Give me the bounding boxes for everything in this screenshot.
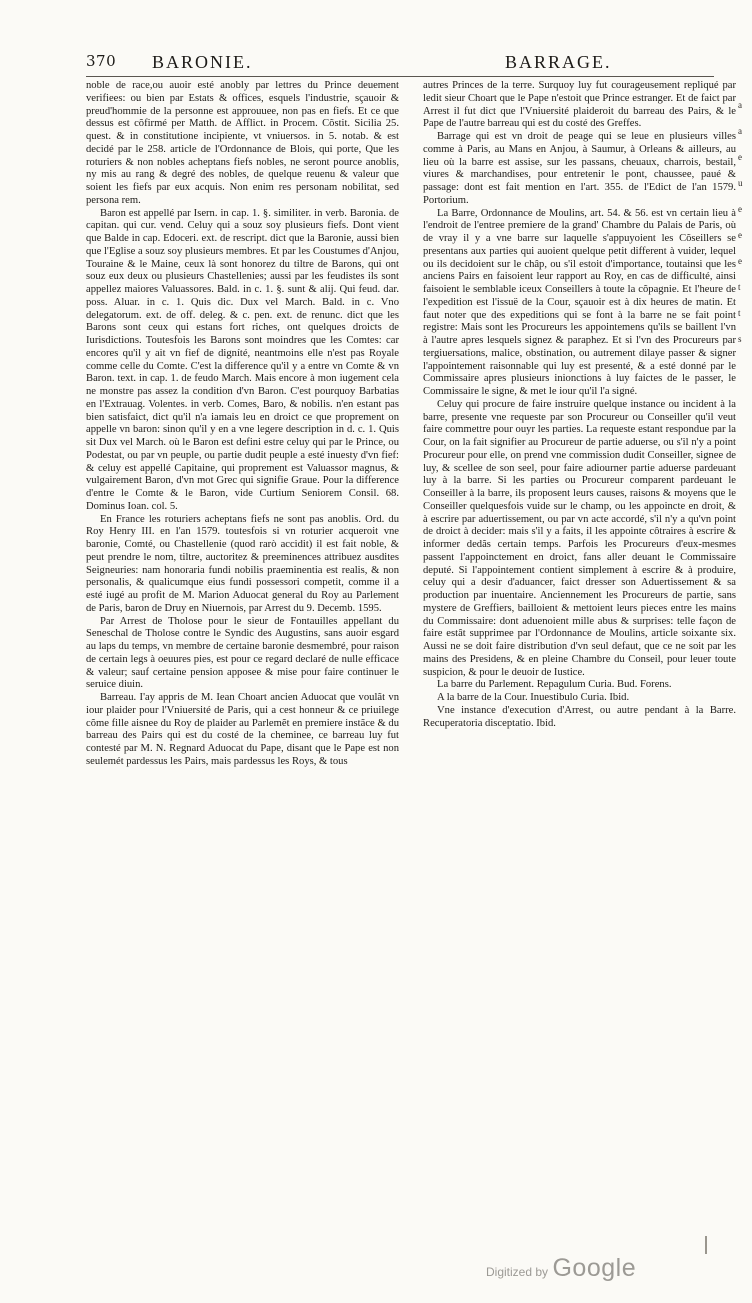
page-number: 370 [86, 52, 117, 70]
edge-mark: e [738, 230, 742, 240]
paragraph-baron: Baron est appellé par Isern. in cap. 1. §. similiter. in verb. Baronia. de capitan. qui cur. vend. Celuy qui a souz soy plusieurs fiefs. Dont vient que Balde in cap. Edoceri. ext. de rescript. dict que la Baronie, aussi bien que l'Eglise a souz soy plusieurs membres. Et par les Coustumes d'Anjou, Touraine & le Maine, ceux là sont honorez du tiltre de Barons, qui ont souz eux deux ou plusieurs Chastellenies; aussi par les feudistes ils sont appellez maiores Valuassores. Bald. in c. 1. §. sunt & alij. Qui feud. dar. poss. Aluar. in c. 1. Quis dic. Dux vel March. Bald. in c. Vno delegatorum. ext. de off. deleg. & c. pen. ext. de renunc. dict que les Barons sont ceux qui estans fort riches, ont quelques droicts de Iurisdictions. Toutesfois les Barons sont moindres que les Comtes: car encores qu'il y ait vn fief de digníté, neantmoins elle n'est pas Royale comme celle du Comte. C'est la difference qu'il y a entre vn Comte & vn Baron. text. in cap. 1. de feudo March. Mais encore à mon iugement cela ne monstre pas assez la condition d'vn Baron. C'est pourquoy Barbatias en l'Extrauag. Volentes. in verb. Comes, Baro, & nobilis. n'en estant pas bien satisfaict, dict qu'il n'a iamais leu en droict ce que proprement on appelle vn baron: sinon qu'il y en a vne legere description in d. c. 1. Quis sit Dux vel March. où le Baron est defini estre celuy qui par le Prince, ou Podestat, ou par vn peuple, ou partie dudit peuple a esté inuesty d'vn fief: & celuy est appellé Capitaine, qui proprement est Valuassor magnus, & vulgairement Baron, d'vn mot Grec qui signifie Graue. Pour la difference d'entre le Comte & le Baron, vide Curtium Seniorem Consil. 68. Dominus Ioan. col. 5. [86, 207, 399, 512]
paragraph-barre-cour: A la barre de la Cour. Inuestibulo Curia. Ibid. [437, 692, 630, 703]
paragraph-instance-execution: Vne instance d'execution d'Arrest, ou autre pendant à la Barre. Recuperatoria disceptatio. Ibid. [423, 704, 736, 729]
running-head-right: BARRAGE. [505, 52, 612, 72]
edge-mark: a [738, 126, 742, 136]
edge-mark: t [738, 282, 741, 292]
edge-mark: a [738, 100, 742, 110]
edge-mark: t [738, 308, 741, 318]
page-edge-marks [738, 92, 748, 352]
page-end-mark [705, 1236, 707, 1254]
paragraph-barre-parlement: La barre du Parlement. Repagulum Curia. Bud. Forens. [437, 679, 672, 691]
edge-mark: e [738, 256, 742, 266]
paragraph-barrage: Barrage qui est vn droit de peage qui se leue en plusieurs villes comme à Paris, au Mans en Anjou, à Saumur, à Orleans & ailleurs, au lieu où la barre est assise, sur les passans, cheuaux, charrois, bestail, viures & marchandises, pour entretenir le pont, chaussee, paué & passage: dont est fait mention en l'art. 355. de l'Edict de l'an 1579. Portorium. [423, 131, 736, 206]
edge-mark: e [738, 204, 742, 214]
edge-mark: s [738, 334, 742, 344]
paragraph-arrest-tholose: Par Arrest de Tholose pour le sieur de Fontauilles appellant du Seneschal de Tholose contre le Syndic des Augustins, sans auoir esgard au laps du temps, vn membre de certaine baronie desmembré, pour raison de certain legs à oeuures pies, est pour ce regard declaré de nulle efficace & valeur; sauf certaine pension apposee & mise pour faire continuer le seruice diuin. [86, 615, 399, 691]
right-column [423, 80, 736, 730]
header-rule [86, 76, 714, 77]
running-head-left: BARONIE. [152, 52, 253, 72]
paragraph-nobility: noble de race,ou auoir esté anobly par lettres du Prince deuement verifiees: ou bien par Estats & offices, esquels l'industrie, sçauoir & preud'hommie de la personne est approuuee, non pas en fiefs. Et ce que dessus est cõfirmé per Matth. de Afflict. in Procem. Cõstit. Sicilia 25. quest. & in constitutione incipiente, vt vniuersos. in 5. notab. & est decidé par le 258. article de l'Ordonnance de Blois, qui porte, Que les roturiers & non nobles acheptans fiefs nobles, ne seront pource anoblis, ny mis au rang & degré des nobles, de quelque reuenu & valeur que soient les fiefs par eux acquis. Non enim res personam nobilitat, sed persona rem. [86, 80, 399, 206]
paragraph-instance-barre: Celuy qui procure de faire instruire quelque instance ou incident à la barre, presente vne requeste par son Procureur ou Conseiller qu'il veut faire commettre pour ouyr les parties. La requeste estant respondue par la Cour, on la fait signifier au Procureur de partie aduerse, ou s'il n'y a point Procureur pour elle, on prend vne commission dudit Conseiller, signee de luy, & scellee de son seel, pour faire adiourner partie aduerse pardeuant luy à la barre. Si les parties ou Procureur comparent pardeuant le Conseiller à la barre, ils proposent leurs causes, raisons & moyens que le Conseiller quelquesfois vuide sur le champ, ou les appoincte en droit, & à escrire par aduertissement, ou par vn acte accordé, s'il n'y a qu'vn point de droict à decider: mais s'il y a faits, il les appointe côtraires à escrire & informer dedãs certain temps. Parfois les Procureurs d'eux-mesmes passent l'appoinctement en droict, fans aller deuant le Commissaire deputé. Si l'appointement contient simplement à escrire & à produire, celuy qui a desir d'aduancer, faict dresser son Aduertissement & sa production par inuentaire. Anciennement les Procureurs de partie, sans mystere de Greffiers, bailloient & mettoient leurs pieces entre les mains du Commissaire: dont aduenoient mille abus & surprises: telle façon de faire estât supprimee par l'Ordonnance de Moulins, article soixante six. Aussi ne se doit faire distribution d'vn seul defaut, que ce ne soit par les mains des Presidens, & en pleine Chambre du Conseil, pour leuer toute suspicion, & pour le deuoir de Iustice. [423, 398, 736, 678]
paragraph-la-barre: La Barre, Ordonnance de Moulins, art. 54. & 56. est vn certain lieu à l'endroit de l'entree premiere de la grand' Chambre du Palais de Paris, où de vray il y a vne barre sur laquelle s'appuyoient les Cõseillers se presentans aux parties qui auoient quelque petit different à vuider, lequel ou ils decidoient sur le châp, ou s'il estoit d'importance, toutainsi que les anciens Pairs en faisoient leur rapport au Roy, en cas de difficulté, ainsi faisoient le semblable iceux Conseillers à toute la cõpagnie. Et l'heure de l'expedition est l'issuë de la Cour, sçauoir est à dix heures de matin. Et faut noter que des expeditions qui se font à la barre ne se fait point registre: Mais sont les Procureurs les appointemens qu'ils se baillent l'vn à l'autre apres lesquels signez & paraphez. Et si l'vn des Procureurs par tergiuersations, malice, obstination, ou autrement dilaye passer & signer l'appointement raisonnable qui luy est presenté, & a esté donné par le Commissaire apres plusieurs inionctions à luy faictes de le passer, le Commissaire le signe, & met le iour qu'il l'a signé. [423, 207, 736, 397]
google-logo: Google [552, 1254, 637, 1282]
paragraph-barreau: Barreau. I'ay appris de M. Iean Choart ancien Aduocat que voulãt vn iour plaider pour l'Vniuersité de Paris, qui a cest honneur & ce priuilege cõme fille aisnee du Roy de plaider au Parlemẽt en premiere instãce & du barreau des Pairs qui est du costé de la cheminee, ce barreau luy fut contesté par M. N. Regnard Aduocat du Pape, disant que le Pape est non seulemét pardessus les Pairs, mais pardessus les Roys, & tous [86, 692, 399, 767]
edge-mark: u [738, 178, 743, 188]
digitization-watermark [486, 1254, 636, 1283]
digitized-by-label: Digitized by [486, 1265, 549, 1279]
paragraph-france-roturiers: En France les roturiers acheptans fiefs ne sont pas anoblis. Ord. du Roy Henry III. en l'an 1579. toutesfois si vn roturier acqueroit vne baronie, Comté, ou Chastellenie (quod rarò accidit) il est fait noble, & peut prendre le nom, tiltre, auctoritez & preeminences attribuez ausdites Seigneuries: nam honoraria fundi nobilis praeminentia est realis, & non personalis, & qualicumque eius fundi possessori competit, comme il a esté iugé au profit de M. Marion Aduocat general du Roy au Parlement de Paris, baron de Druy en Niuernois, par Arrest du 9. Decemb. 1595. [86, 513, 399, 614]
left-column [86, 80, 399, 769]
paragraph-barreau-continued: autres Princes de la terre. Surquoy luy fut courageusement repliqué par ledit sieur Choart que le Pape n'estoit que Prince estranger. Et de faict par Arrest il fut dict que l'Vniuersité plaideroit du barreau des Pairs, & le Pape de l'autre barreau qui est du costé des Greffes. [423, 80, 736, 130]
edge-mark: e [738, 152, 742, 162]
